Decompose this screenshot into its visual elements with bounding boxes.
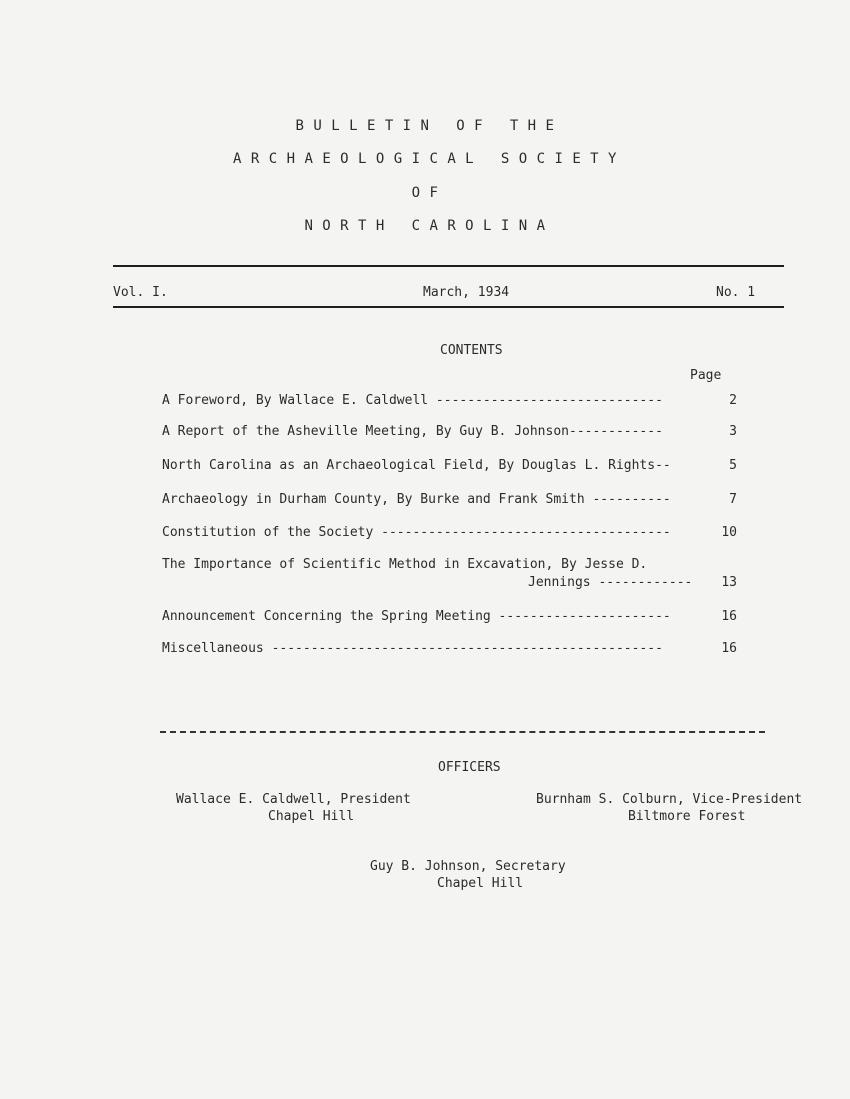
- toc-entry-title: North Carolina as an Archaeological Field, By Douglas L. Rights--: [162, 458, 671, 473]
- officers-heading: OFFICERS: [438, 760, 501, 775]
- toc-entry-title: Archaeology in Durham County, By Burke and Frank Smith ----------: [162, 492, 671, 507]
- masthead-line-3: O F: [411, 185, 439, 201]
- toc-entry-page: 7: [729, 492, 737, 507]
- volume-label: Vol. I.: [113, 285, 168, 300]
- toc-entry-page: 16: [721, 641, 737, 656]
- toc-entry-title: Miscellaneous --------------------------------------------------: [162, 641, 663, 656]
- masthead-line-2: A R C H A E O L O G I C A L S O C I E T Y: [233, 151, 617, 167]
- toc-entry-page: 2: [729, 393, 737, 408]
- contents-heading: CONTENTS: [440, 343, 503, 358]
- toc-entry-continuation: Jennings ------------: [528, 575, 693, 590]
- toc-entry-title: The Importance of Scientific Method in Excavation, By Jesse D.: [162, 557, 648, 572]
- vice-president-name: Burnham S. Colburn, Vice-President: [536, 792, 803, 807]
- issue-date: March, 1934: [423, 285, 510, 300]
- vice-president-place: Biltmore Forest: [628, 809, 746, 824]
- toc-entry-page: 3: [729, 424, 737, 439]
- toc-entry-page: 13: [721, 575, 737, 590]
- secretary-place: Chapel Hill: [437, 876, 524, 891]
- bottom-rule: [113, 306, 784, 308]
- issue-number: No. 1: [716, 285, 756, 300]
- president-place: Chapel Hill: [268, 809, 355, 824]
- masthead-line-1: B U L L E T I N O F T H E: [295, 118, 555, 134]
- dashed-separator: [160, 731, 765, 733]
- toc-entry-page: 5: [729, 458, 737, 473]
- secretary-name: Guy B. Johnson, Secretary: [370, 859, 566, 874]
- masthead-line-4: N O R T H C A R O L I N A: [304, 218, 546, 234]
- toc-entry-title: A Foreword, By Wallace E. Caldwell -----------------------------: [162, 393, 663, 408]
- president-name: Wallace E. Caldwell, President: [176, 792, 411, 807]
- toc-entry-title: Constitution of the Society -------------------------------------: [162, 525, 671, 540]
- page-column-label: Page: [690, 368, 722, 383]
- top-rule: [113, 265, 784, 267]
- toc-entry-title: A Report of the Asheville Meeting, By Guy B. Johnson------------: [162, 424, 663, 439]
- toc-entry-page: 16: [721, 609, 737, 624]
- toc-entry-page: 10: [721, 525, 737, 540]
- toc-entry-title: Announcement Concerning the Spring Meeting ----------------------: [162, 609, 671, 624]
